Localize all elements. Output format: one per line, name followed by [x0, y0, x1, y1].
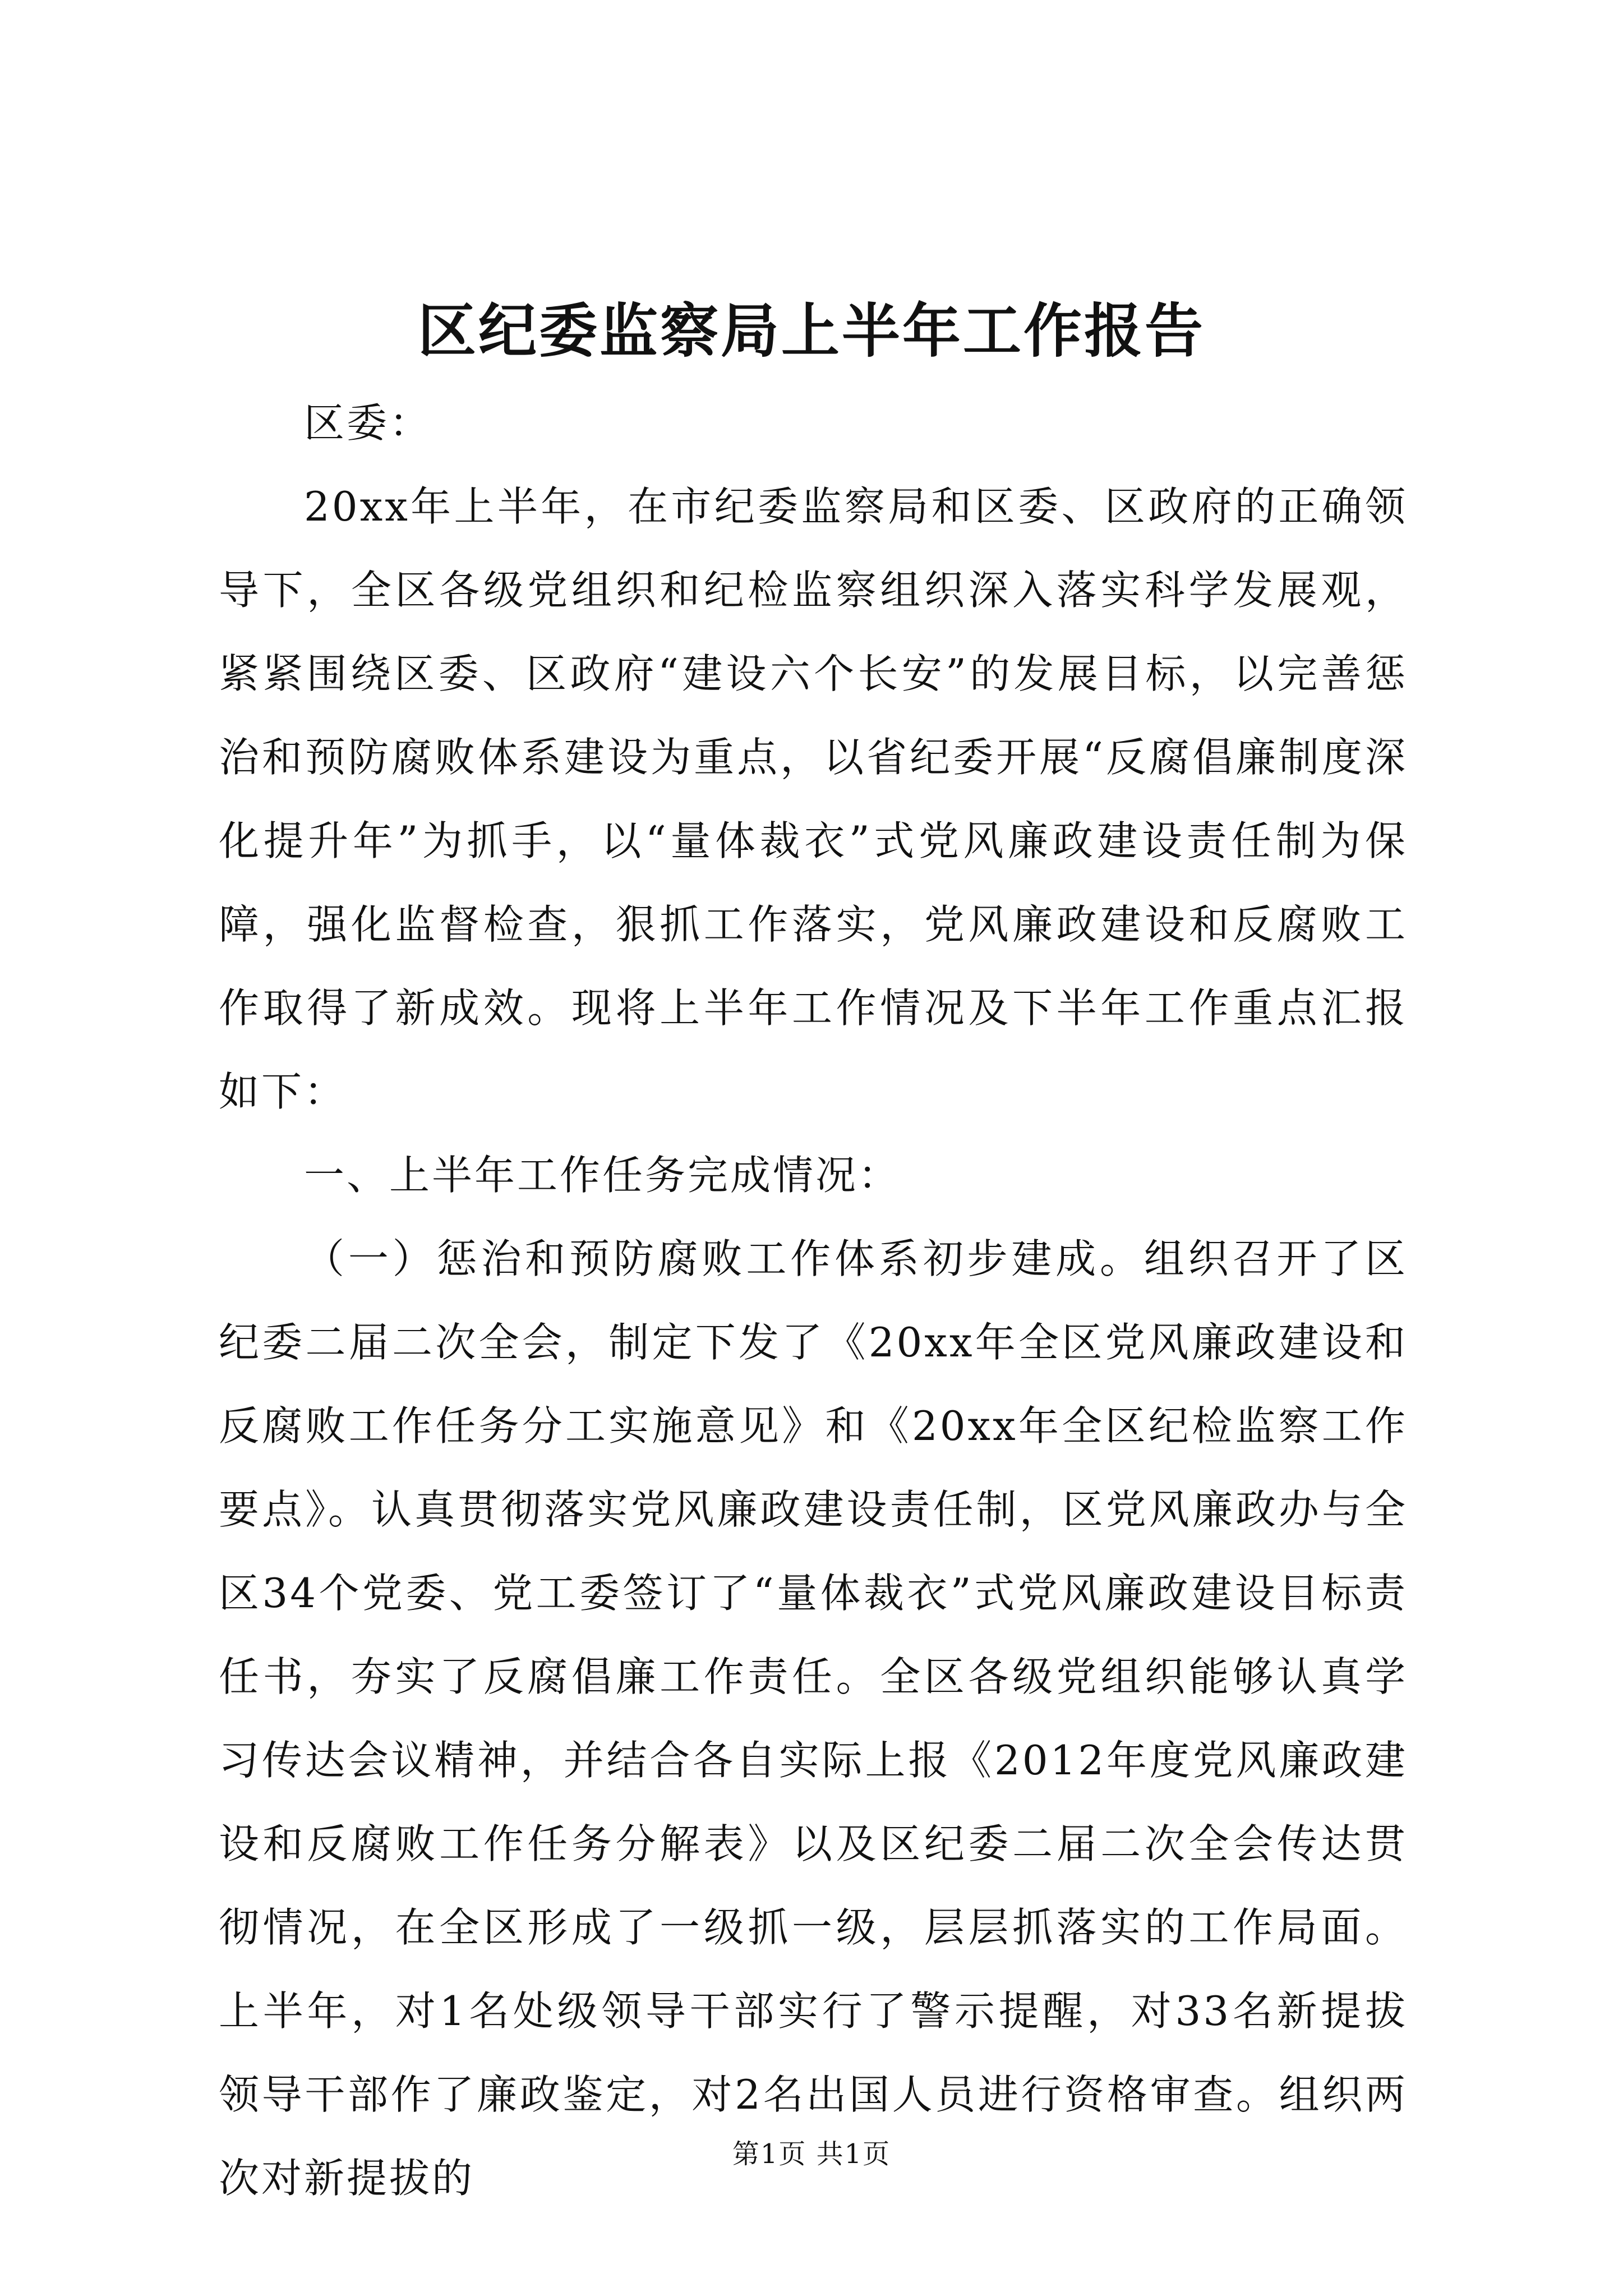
paragraph-section-1: （一）惩治和预防腐败工作体系初步建成。组织召开了区纪委二届二次全会，制定下发了《20xx年全区党风廉政建设和反腐败工作任务分工实施意见》和《20xx年全区纪检监察工作要点》。认真贯彻落实党风廉政建设责任制，区党风廉政办与全区34个党委、党工委签订了“量体裁衣”式党风廉政建设目标责任书，夯实了反腐倡廉工作责任。全区各级党组织能够认真学习传达会议精神，并结合各自实际上报《2012年度党风廉政建设和反腐败工作任务分解表》以及区纪委二届二次全会传达贯彻情况，在全区形成了一级抓一级，层层抓落实的工作局面。上半年，对1名处级领导干部实行了警示提醒，对33名新提拔领导干部作了廉政鉴定，对2名出国人员进行资格审查。组织两次对新提拔的	[219, 1235, 1408, 2202]
salutation: 区委：	[304, 399, 432, 447]
section-heading: 一、上半年工作任务完成情况：	[304, 1152, 901, 1199]
document-title: 区纪委监察局上半年工作报告	[417, 296, 1205, 365]
paragraph-intro: 20xx年上半年，在市纪委监察局和区委、区政府的正确领导下，全区各级党组织和纪检监察组织深入落实科学发展观，紧紧围绕区委、区政府“建设六个长安”的发展目标，以完善惩治和预防腐败体系建设为重点，以省纪委开展“反腐倡廉制度深化提升年”为抓手，以“量体裁衣”式党风廉政建设责任制为保障，强化监督检查，狠抓工作落实，党风廉政建设和反腐败工作取得了新成效。现将上半年工作情况及下半年工作重点汇报如下：	[219, 483, 1408, 1115]
document-body	[219, 381, 1408, 2220]
page-footer: 第1页 共1页	[732, 2138, 891, 2170]
